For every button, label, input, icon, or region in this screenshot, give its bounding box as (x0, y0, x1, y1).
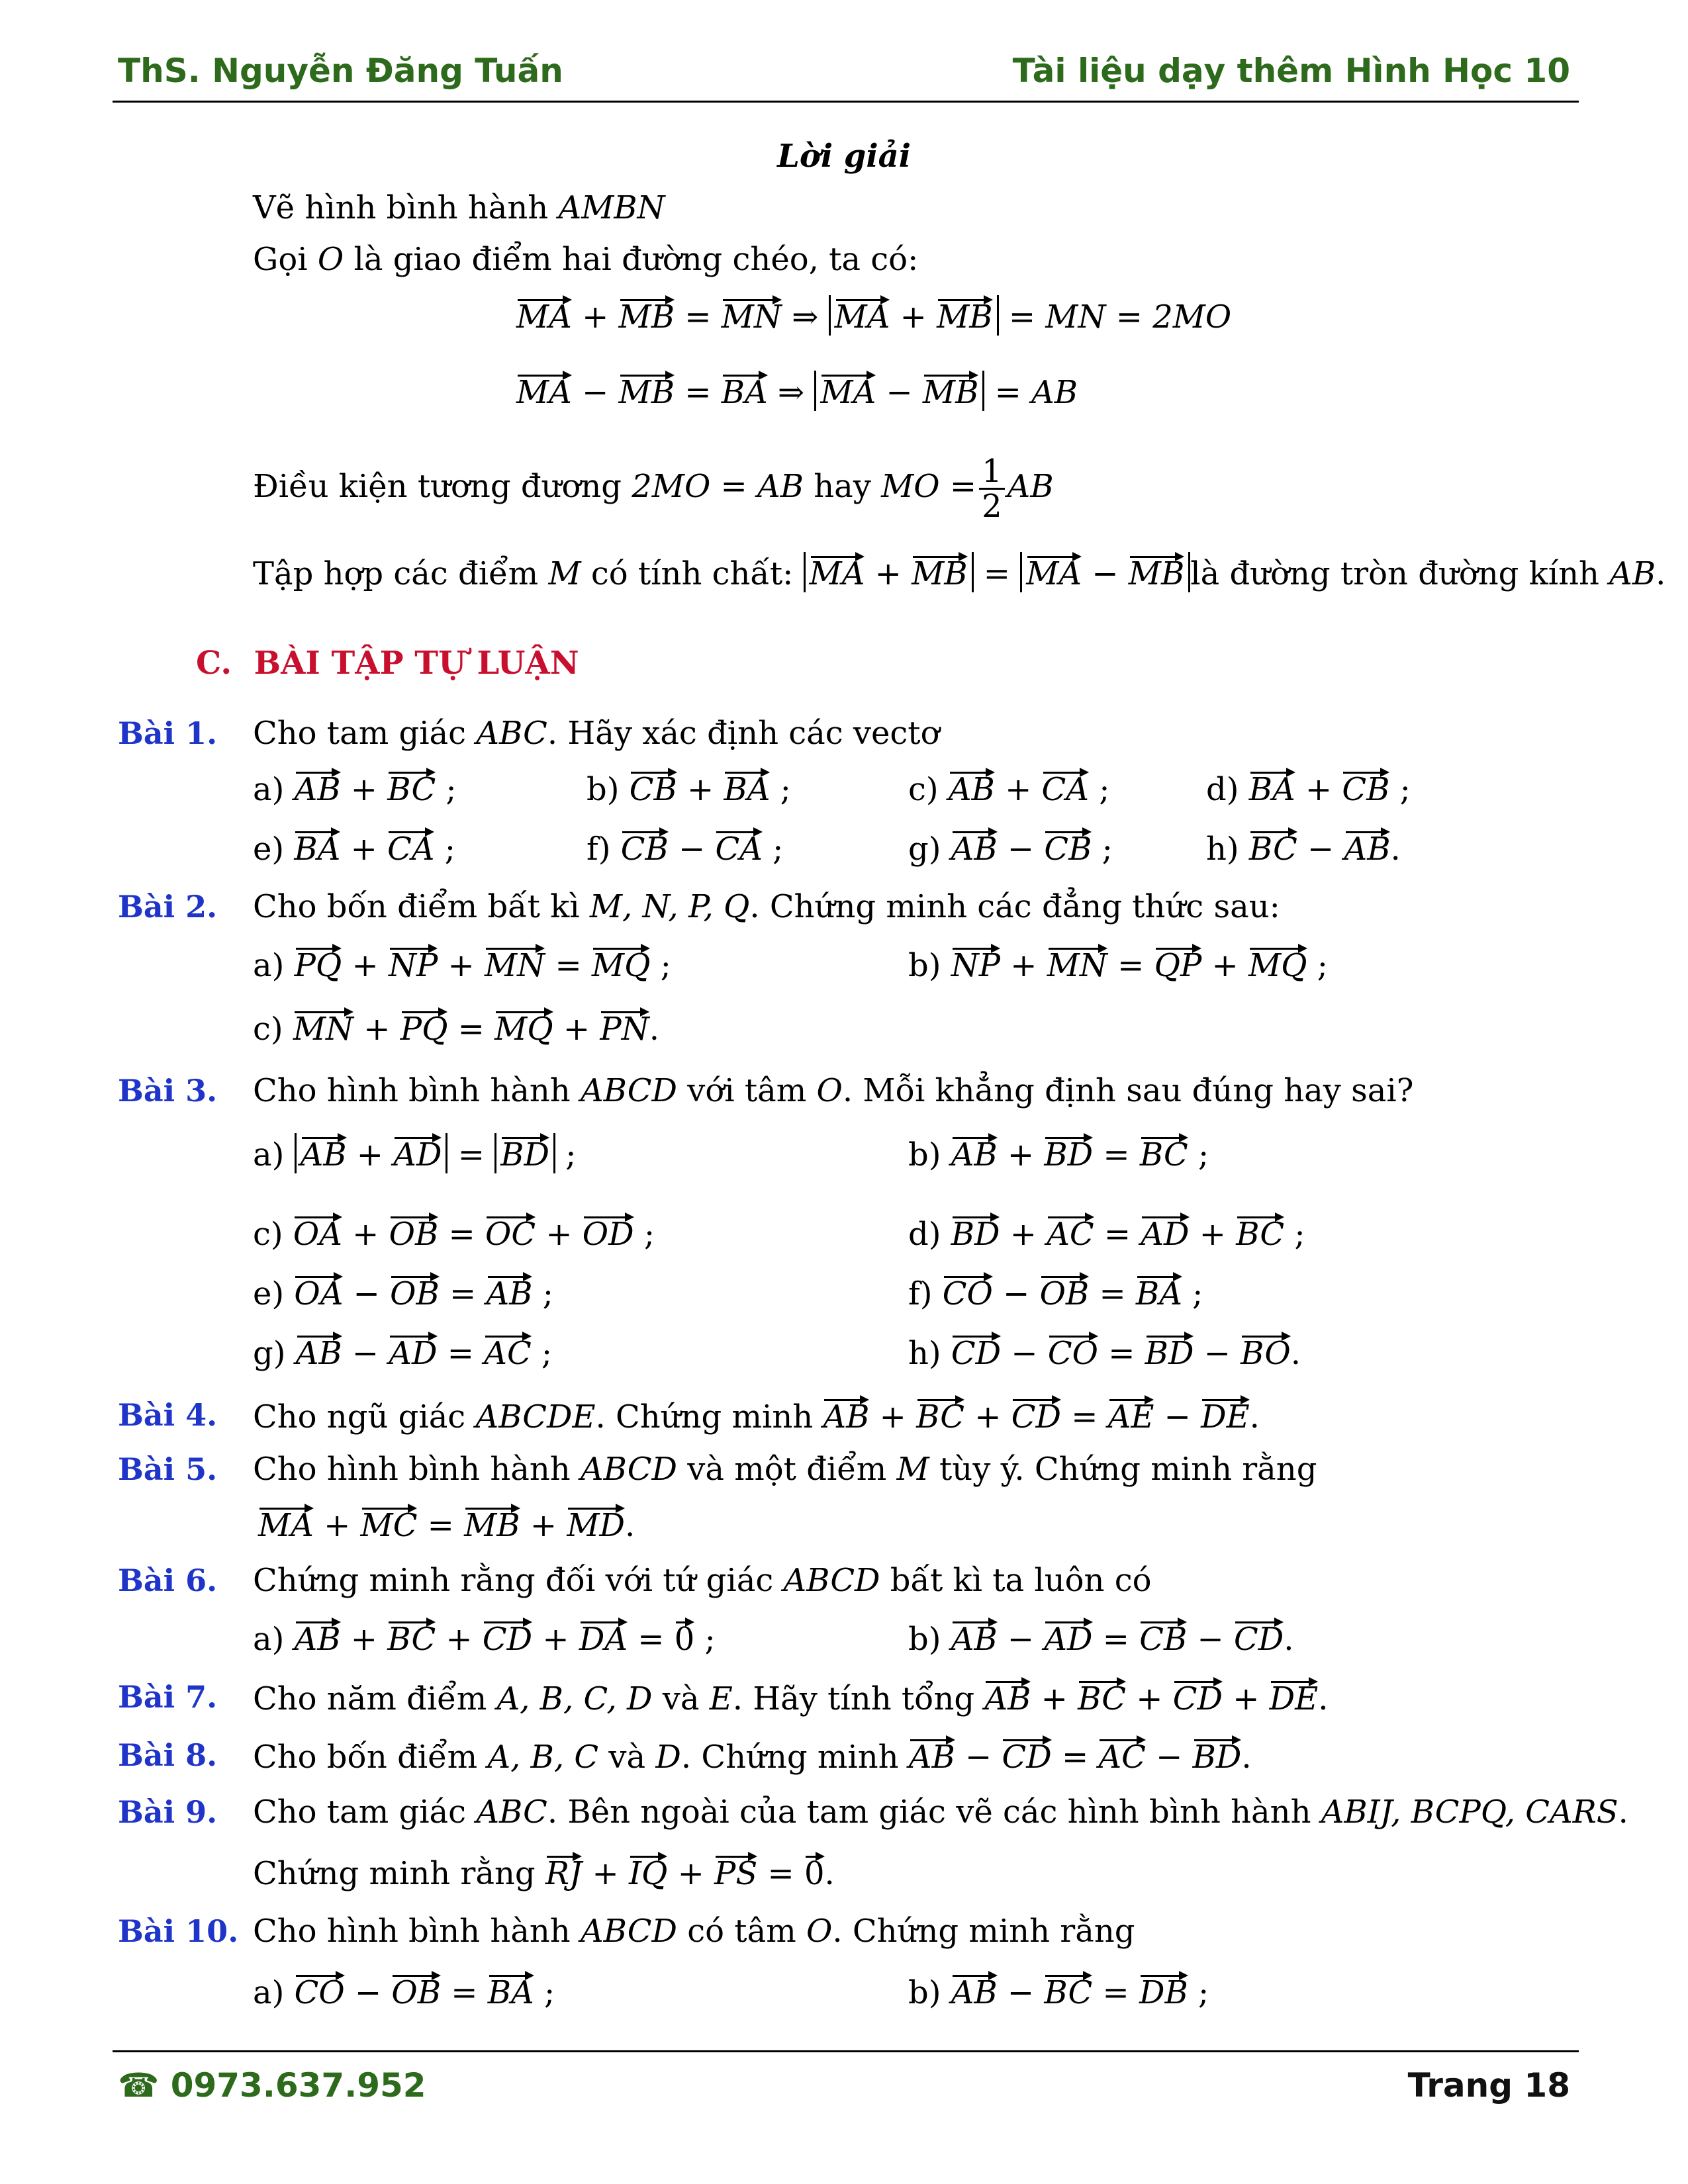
solution-conclusion: Tập hợp các điểm M có tính chất: MA + MB = MA − MB là đường tròn đường kính AB. (253, 552, 1665, 594)
exercise-7-label: Bài 7. (118, 1679, 218, 1715)
exercise-9-label: Bài 9. (118, 1794, 218, 1830)
exercise-1-label: Bài 1. (118, 715, 218, 751)
exercise-10-label: Bài 10. (118, 1913, 239, 1949)
header-doc-title: Tài liệu dạy thêm Hình Học 10 (1012, 52, 1570, 90)
exercise-3-item-f: f) CO − OB = BA ; (908, 1272, 1203, 1314)
exercise-1-text: Cho tam giác ABC. Hãy xác định các vectơ (253, 715, 940, 752)
exercise-3-item-g: g) AB − AD = AC ; (253, 1332, 552, 1373)
header-author: ThS. Nguyễn Đăng Tuấn (118, 52, 563, 90)
solution-title: Lời giải (777, 138, 911, 175)
exercise-7-text: Cho năm điểm A, B, C, D và E. Hãy tính tổng AB + BC + CD + DE. (253, 1677, 1328, 1719)
exercise-1-item-a: a) AB + BC ; (253, 768, 457, 809)
exercise-6-item-a: a) AB + BC + CD + DA = 0 ; (253, 1617, 716, 1659)
exercise-3-item-a: a) AB + AD = BD ; (253, 1133, 576, 1175)
exercise-1-item-g: g) AB − CB ; (908, 827, 1113, 869)
exercise-6-item-b: b) AB − AD = CB − CD. (908, 1617, 1294, 1659)
exercise-3-item-h: h) CD − CO = BD − BO. (908, 1332, 1301, 1373)
exercise-10-item-a: a) CO − OB = BA ; (253, 1971, 555, 2013)
exercise-2-label: Bài 2. (118, 889, 218, 925)
exercise-1-item-b: b) CB + BA ; (586, 768, 791, 809)
header-rule (113, 101, 1579, 103)
footer-phone: ☎ 0973.637.952 (118, 2066, 426, 2105)
solution-line-2: Gọi O là giao điểm hai đường chéo, ta có: (253, 241, 919, 278)
solution-equation-2: MA − MB = BA ⇒ MA − MB = AB (516, 371, 1078, 412)
exercise-3-text: Cho hình bình hành ABCD với tâm O. Mỗi khẳng định sau đúng hay sai? (253, 1072, 1414, 1109)
section-c-heading: C. BÀI TẬP TỰ LUẬN (196, 645, 579, 682)
exercise-10-text: Cho hình bình hành ABCD có tâm O. Chứng minh rằng (253, 1913, 1135, 1950)
exercise-5-equation: MA + MC = MB + MD. (258, 1504, 635, 1545)
exercise-9-equation: Chứng minh rằng RJ + IQ + PS = 0. (253, 1852, 835, 1893)
exercise-6-label: Bài 6. (118, 1563, 218, 1598)
solution-condition: Điều kiện tương đương 2MO = AB hay MO = $\frac{1}{2}$ AB (253, 453, 1054, 525)
exercise-8-label: Bài 8. (118, 1737, 218, 1773)
exercise-4-label: Bài 4. (118, 1397, 218, 1433)
exercise-6-text: Chứng minh rằng đối với tứ giác ABCD bất kì ta luôn có (253, 1562, 1152, 1599)
footer-page-number: Trang 18 (1407, 2066, 1570, 2105)
exercise-1-item-c: c) AB + CA ; (908, 768, 1109, 809)
exercise-1-item-h: h) BC − AB. (1206, 827, 1401, 869)
exercise-2-item-a: a) PQ + NP + MN = MQ ; (253, 944, 671, 985)
exercise-5-text: Cho hình bình hành ABCD và một điểm M tùy ý. Chứng minh rằng (253, 1451, 1317, 1488)
exercise-2-item-c: c) MN + PQ = MQ + PN. (253, 1007, 659, 1049)
exercise-8-text: Cho bốn điểm A, B, C và D. Chứng minh AB − CD = AC − BD. (253, 1735, 1252, 1777)
exercise-2-item-b: b) NP + MN = QP + MQ ; (908, 944, 1328, 985)
exercise-1-item-f: f) CB − CA ; (586, 827, 783, 869)
exercise-3-item-d: d) BD + AC = AD + BC ; (908, 1212, 1305, 1254)
exercise-3-item-b: b) AB + BD = BC ; (908, 1133, 1209, 1175)
exercise-1-item-d: d) BA + CB ; (1206, 768, 1411, 809)
exercise-1-item-e: e) BA + CA ; (253, 827, 455, 869)
solution-line-1: Vẽ hình bình hành AMBN (253, 189, 665, 226)
exercise-3-item-c: c) OA + OB = OC + OD ; (253, 1212, 655, 1254)
exercise-2-text: Cho bốn điểm bất kì M, N, P, Q. Chứng minh các đẳng thức sau: (253, 888, 1280, 925)
exercise-4-text: Cho ngũ giác ABCDE. Chứng minh AB + BC + CD = AE − DE. (253, 1395, 1260, 1437)
exercise-9-text: Cho tam giác ABC. Bên ngoài của tam giác vẽ các hình bình hành ABIJ, BCPQ, CARS. (253, 1794, 1628, 1831)
fraction-one-half: $\frac{1}{2}$ (979, 455, 1005, 523)
exercise-10-item-b: b) AB − BC = DB ; (908, 1971, 1209, 2013)
footer-rule (113, 2050, 1579, 2052)
exercise-3-item-e: e) OA − OB = AB ; (253, 1272, 553, 1314)
solution-equation-1: MA + MB = MN ⇒ MA + MB = MN = 2MO (516, 295, 1231, 337)
exercise-3-label: Bài 3. (118, 1073, 218, 1109)
exercise-5-label: Bài 5. (118, 1451, 218, 1487)
